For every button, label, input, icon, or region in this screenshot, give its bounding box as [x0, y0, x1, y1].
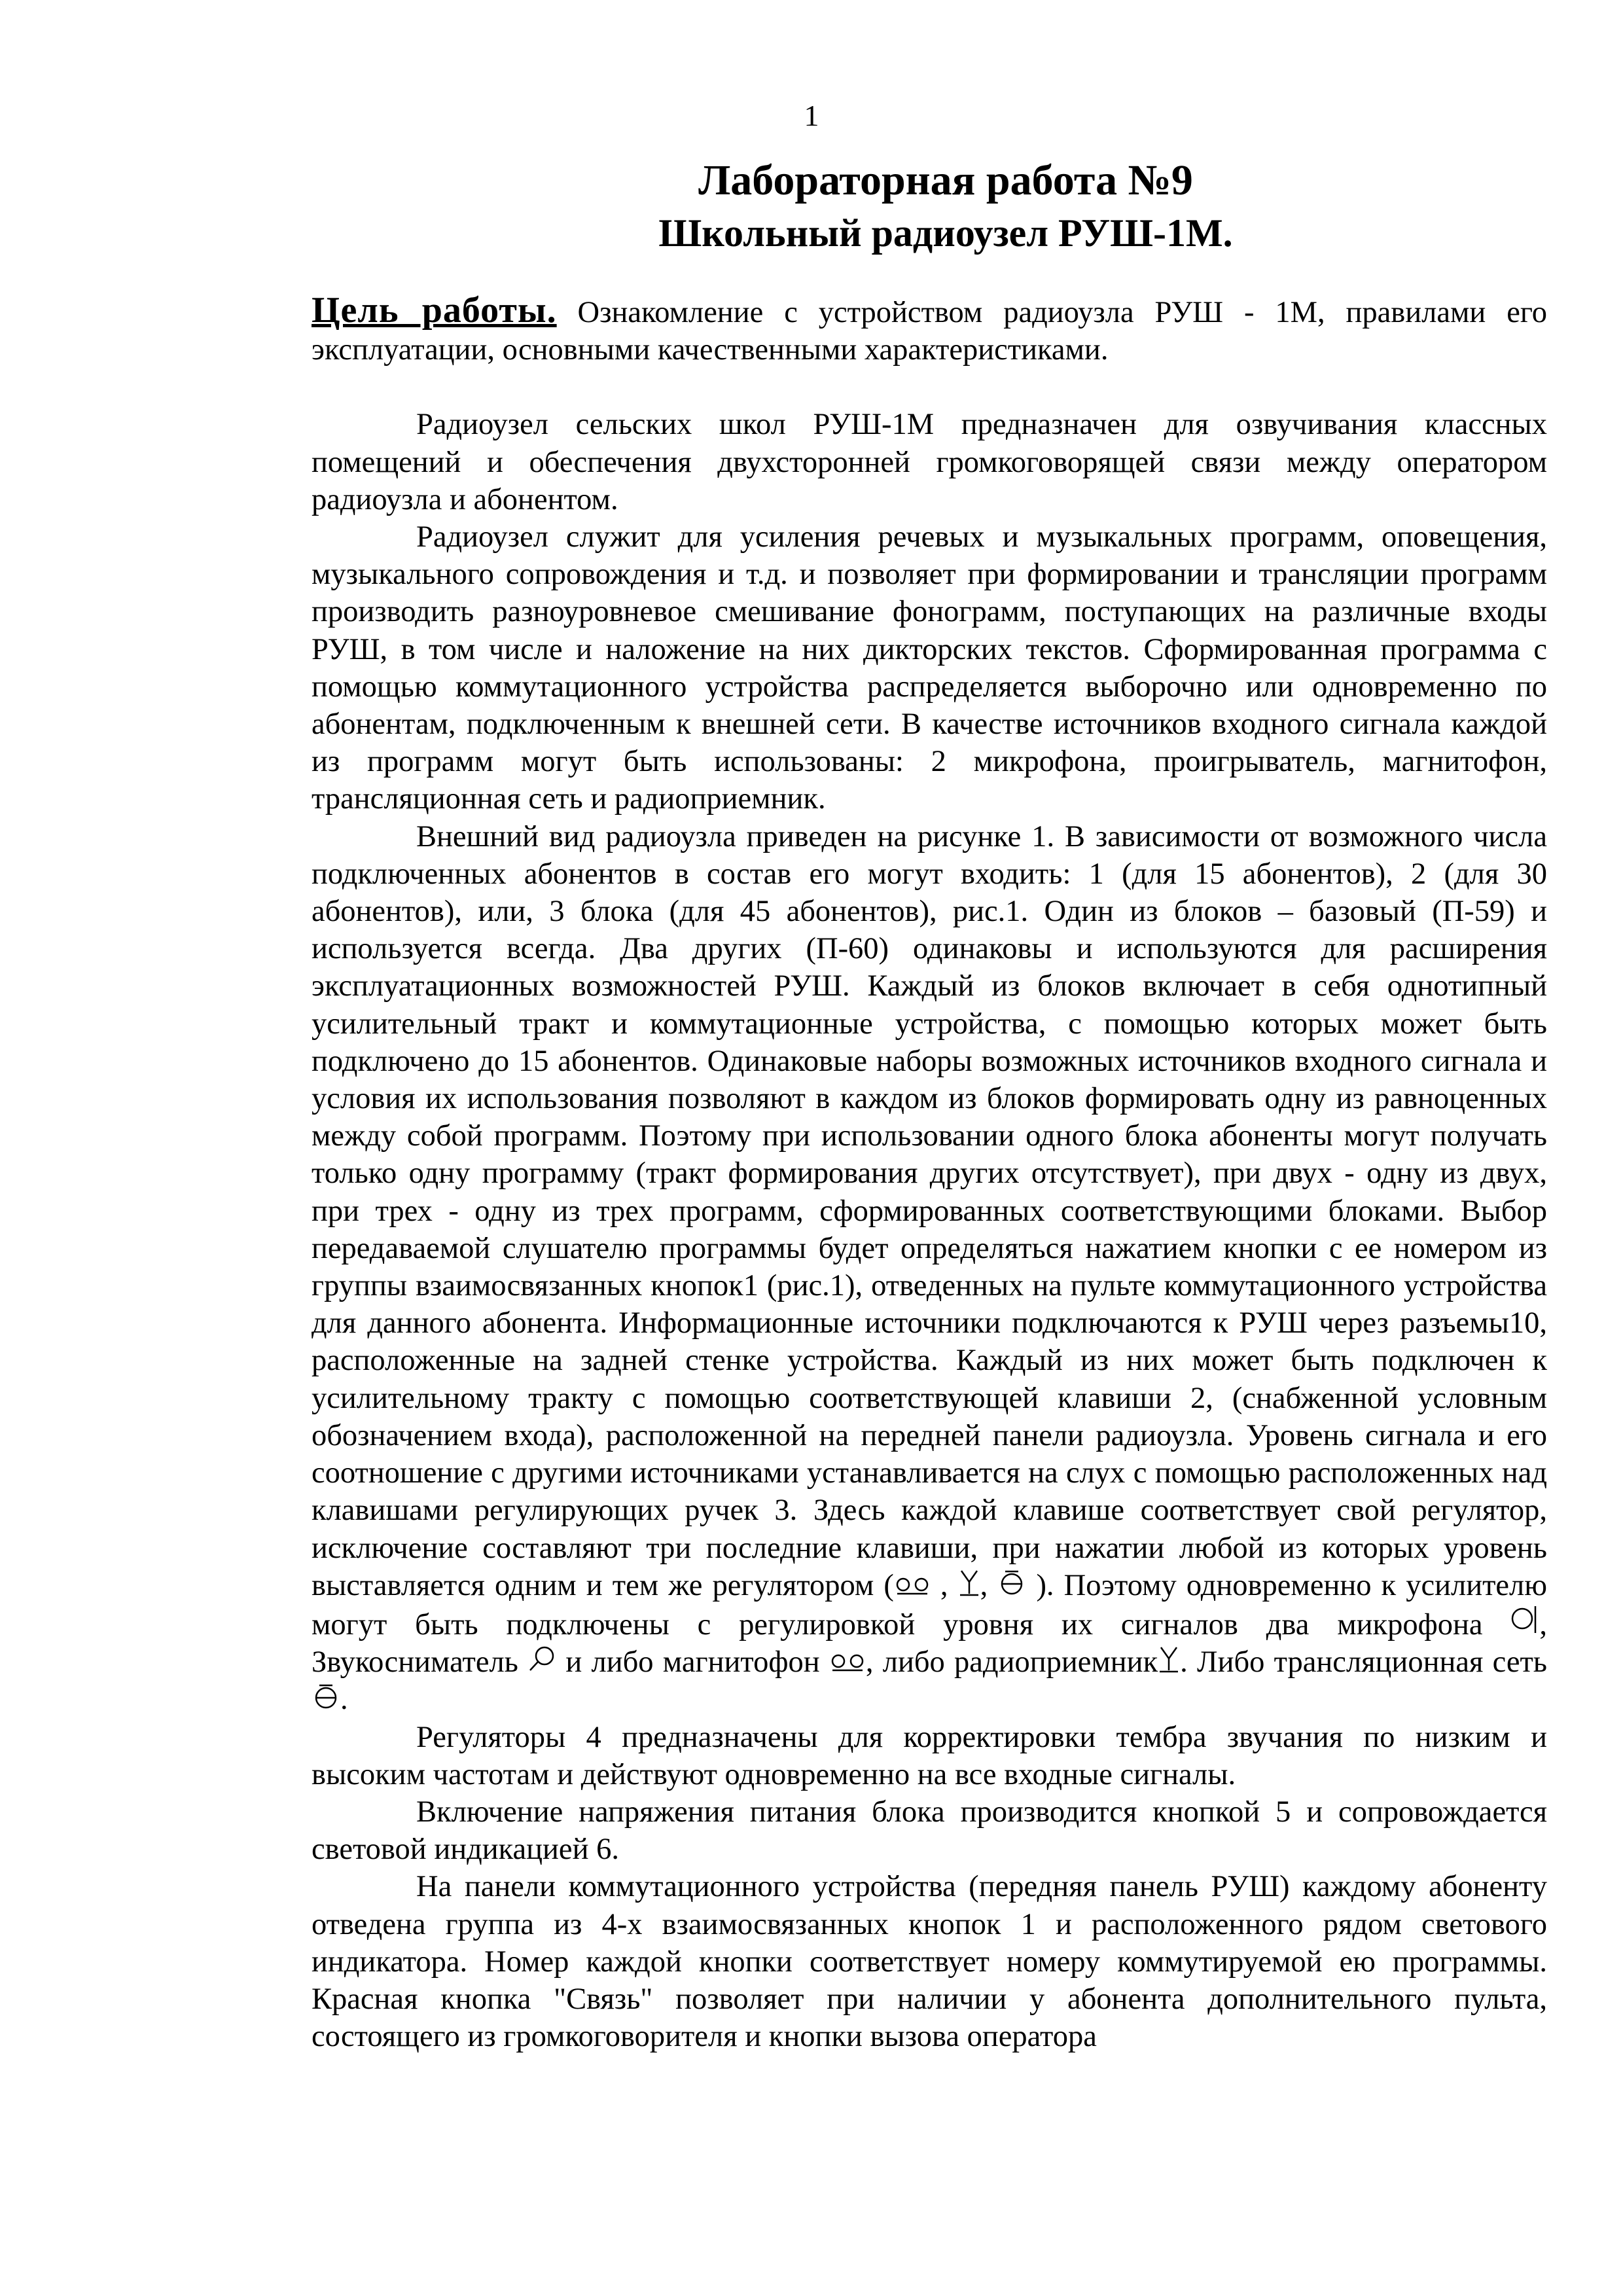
- antenna-icon: [1158, 1645, 1180, 1674]
- document-body: [312, 292, 1547, 2055]
- paragraph-3-text-f: . Либо трансляционная сеть: [1180, 1645, 1547, 1679]
- paragraph-3-text-c: , Звукосниматель: [312, 1607, 1547, 1679]
- paragraph-5: Включение напряжения питания блока производится кнопкой 5 и сопровождается световой индикацией 6.: [312, 1795, 1547, 1867]
- paragraph-6: На панели коммутационного устройства (передняя панель РУШ) каждому абоненту отведена группа из 4-х взаимосвязанных кнопок 1 и расположенного рядом светового индикатора. Номер каждой кнопки соответствует номеру коммутируемой ею программы. Красная кнопка "Связь" позволяет при наличии у абонента дополнительного пульта, состоящего из громкоговорителя и кнопки вызова оператора: [312, 1870, 1547, 2054]
- antenna-icon: [958, 1569, 980, 1598]
- page-number: 1: [804, 99, 819, 132]
- paragraph-3: [312, 818, 1547, 1719]
- tape-recorder-icon: [829, 1652, 866, 1674]
- paragraph-3-text-d: и либо магнитофон: [556, 1645, 829, 1679]
- microphone-icon: [1510, 1604, 1539, 1637]
- goal-text: Ознакомление с устройством радиоузла РУШ - 1М, правилами его эксплуатации, основными качественными характеристиками.: [312, 296, 1548, 367]
- paragraph-3-text-e: , либо радиоприемник: [865, 1645, 1158, 1679]
- paragraph-1: Радиоузел сельских школ РУШ-1М предназначен для озвучивания классных помещений и обеспечения двухсторонней громкоговорящей связи между оператором радиоузла и абонентом.: [312, 408, 1547, 516]
- paragraph-3-text-g: .: [340, 1683, 348, 1717]
- paragraph-2: Радиоузел служит для усиления речевых и музыкальных программ, оповещения, музыкального сопровождения и т.д. и позволяет при формировании и трансляции программ производить разноуровневое смешивание фонограмм, поступающих на различные входы РУШ, в том числе и наложение на них дикторских текстов. Сформированная программа с помощью коммутационного устройства распределяется выборочно или одновременно по абонентам, подключенным к внешней сети. В качестве источников входного сигнала каждой из программ могут быть использованы: 2 микрофона, проигрыватель, магнитофон, трансляционная сеть и радиоприемник.: [312, 520, 1547, 816]
- paragraph-4: Регуляторы 4 предназначены для корректировки тембра звучания по низким и высоким частотам и действуют одновременно на все входные сигналы.: [312, 1720, 1547, 1791]
- goal-label: Цель работы.: [312, 290, 557, 331]
- pickup-icon: [527, 1645, 556, 1674]
- tape-recorder-icon: [894, 1575, 931, 1598]
- document-title: Лабораторная работа №9: [698, 156, 1193, 204]
- broadcast-network-icon: [997, 1569, 1026, 1598]
- document-subtitle: Школьный радиоузел РУШ-1М.: [658, 211, 1233, 255]
- paragraph-3-text-a: Внешний вид радиоузла приведен на рисунке 1. В зависимости от возможного числа подключенных абонентов в состав его могут входить: 1 (для 15 абонентов), 2 (для 30 абонентов), или, 3 блока (для 45 абонентов), рис.1. Один из блоков – базовый (П-59) и используется всегда. Два других (П-60) одинаковы и используются для расширения эксплуатационных возможностей РУШ. Каждый из блоков включает в себя однотипный усилительный тракт и коммутационные устройства, с помощью которых может быть подключено до 15 абонентов. Одинаковые наборы возможных источников входного сигнала и условия их использования позволяют в каждом из блоков формировать одну из равноценных между собой программ. Поэтому при использовании одного блока абоненты могут получать только одну программу (тракт формирования других отсутствует), при двух - одну из двух, при трех - одну из трех программ, сформированных соответствующими блоками. Выбор передаваемой слушателю программы будет определяться нажатием кнопки с ее номером из группы взаимосвязанных кнопок1 (рис.1), отведенных на пульте коммутационного устройства для данного абонента. Информационные источники подключаются к РУШ через разъемы10, расположенные на задней стенке устройства. Каждый из них может быть подключен к усилительному тракту с помощью соответствующей клавиши 2, (снабженной условным обозначением входа), расположенной на передней панели радиоузла. Уровень сигнала и его соотношение с другими источниками устанавливается на слух с помощью расположенных над клавишами регулирующих ручек 3. Здесь каждой клавише соответствует свой регулятор, исключение составляют три последние клавиши, при нажатии любой из которых уровень выставляется одним и тем же регулятором (: [312, 819, 1547, 1602]
- broadcast-network-icon: [312, 1683, 340, 1712]
- paragraph-3-text-b: ). Поэтому одновременно к усилителю могут быть подключены с регулировкой уровня их сигналов два микрофона: [312, 1568, 1548, 1641]
- symbol-separator: ,: [980, 1568, 998, 1602]
- symbol-separator: ,: [930, 1568, 958, 1602]
- goal-paragraph: [312, 292, 1547, 368]
